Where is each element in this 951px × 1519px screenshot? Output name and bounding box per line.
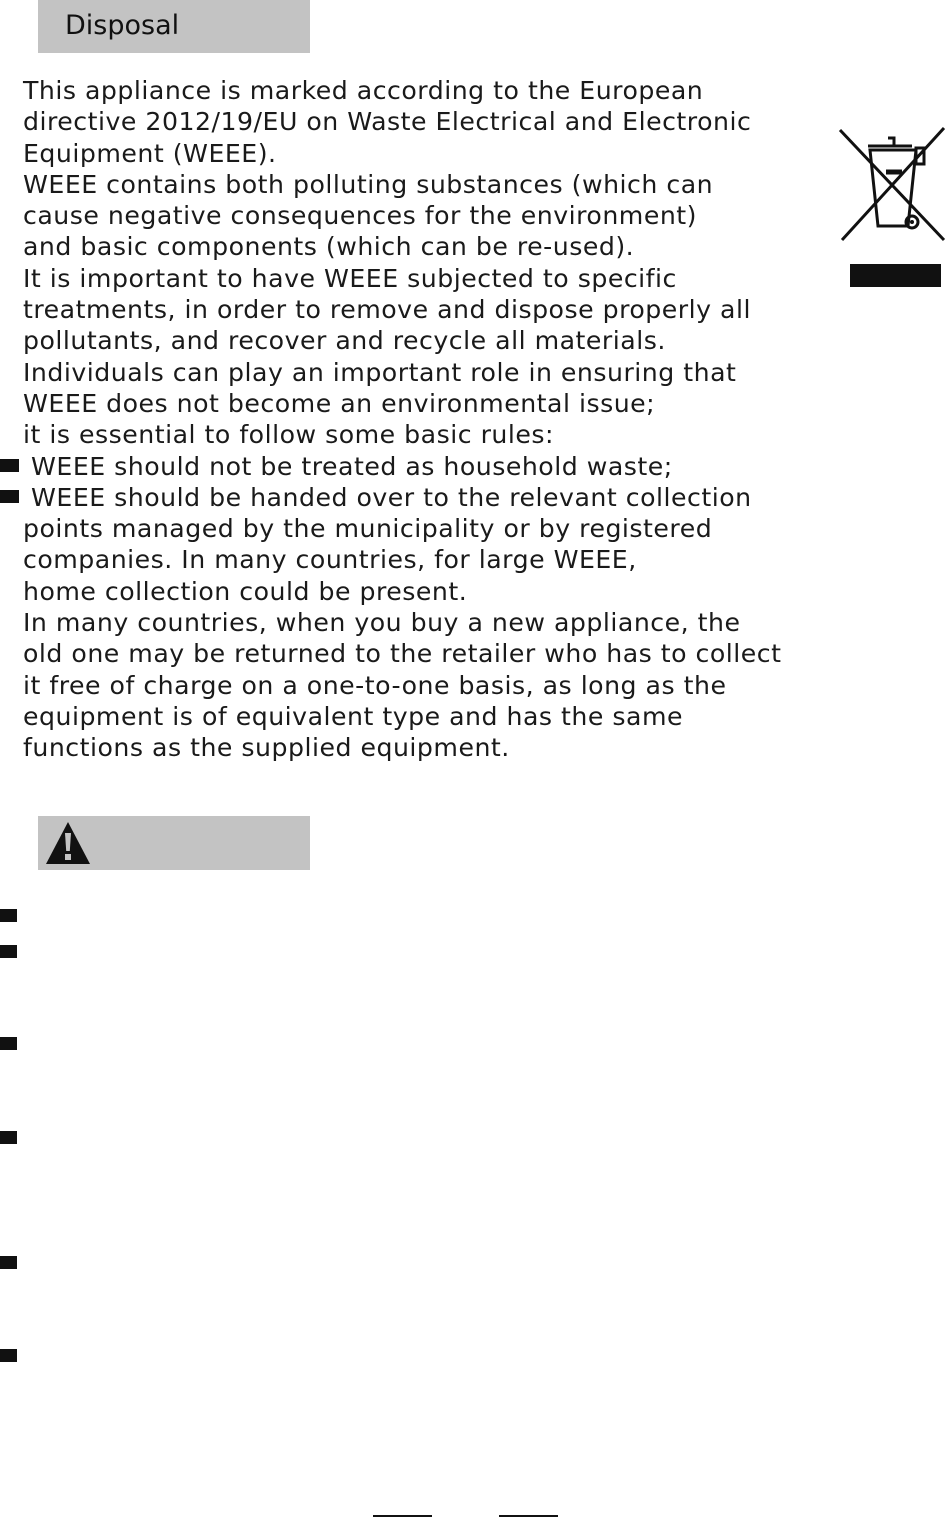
text-line: cause negative consequences for the environment)	[23, 201, 697, 231]
text-line: it is essential to follow some basic rules:	[23, 420, 554, 450]
text-line: WEEE contains both polluting substances (which can	[23, 169, 714, 199]
bullet-text: WEEE should not be treated as household waste;	[31, 451, 673, 481]
text-line: and basic components (which can be re-used).	[23, 232, 635, 262]
text-line: points managed by the municipality or by registered	[23, 514, 713, 544]
text-line: companies. In many countries, for large WEEE,	[23, 545, 637, 575]
square-bullet-icon	[0, 490, 19, 503]
text-line: In many countries, when you buy a new appliance, the	[23, 608, 741, 638]
square-bullet-icon	[0, 459, 19, 472]
text-line: Equipment (WEEE).	[23, 138, 277, 168]
text-line: equipment is of equivalent type and has the same	[23, 701, 683, 731]
disposal-text	[23, 75, 803, 764]
bullet-item	[23, 482, 803, 513]
square-bullet-icon	[0, 1131, 17, 1144]
bullet-text: WEEE should be handed over to the relevant collection	[31, 482, 752, 512]
square-bullet-icon	[0, 1256, 17, 1269]
text-line: home collection could be present.	[23, 576, 468, 606]
footer-rule	[499, 1515, 558, 1517]
square-bullet-icon	[0, 909, 17, 922]
text-line: old one may be returned to the retailer who has to collect	[23, 639, 782, 669]
square-bullet-icon	[0, 1349, 17, 1362]
bullet-item	[23, 451, 803, 482]
square-bullet-icon	[0, 1037, 17, 1050]
text-line: treatments, in order to remove and dispose properly all	[23, 295, 751, 325]
text-line: directive 2012/19/EU on Waste Electrical and Electronic	[23, 107, 752, 137]
text-line: it free of charge on a one-to-one basis, as long as the	[23, 670, 727, 700]
text-line: pollutants, and recover and recycle all materials.	[23, 326, 666, 356]
text-line: Individuals can play an important role in ensuring that	[23, 357, 737, 387]
warning-header	[38, 816, 310, 870]
crossed-out-wheelie-bin-icon	[836, 124, 948, 244]
square-bullet-icon	[0, 945, 17, 958]
text-line: It is important to have WEEE subjected to specific	[23, 263, 677, 293]
warning-triangle-icon	[44, 820, 92, 866]
disposal-header	[38, 0, 310, 53]
text-line: functions as the supplied equipment.	[23, 733, 510, 763]
text-line: This appliance is marked according to the European	[23, 76, 704, 105]
text-line: WEEE does not become an environmental issue;	[23, 388, 656, 418]
black-bar	[850, 264, 941, 287]
disposal-title: Disposal	[65, 10, 180, 41]
footer-rule	[373, 1515, 432, 1517]
